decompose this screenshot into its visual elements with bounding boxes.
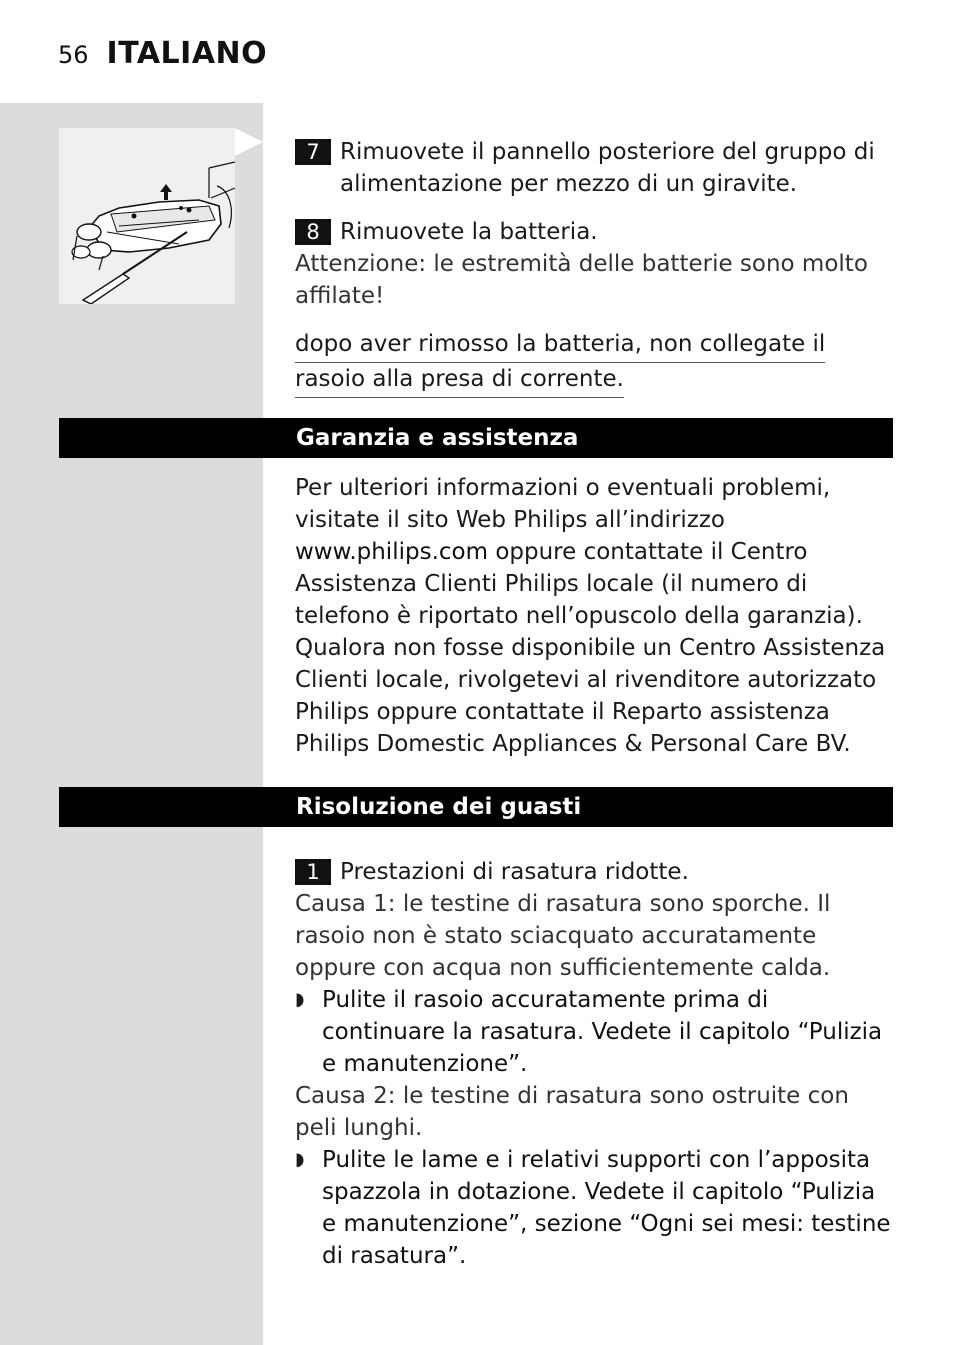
caution-text: Attenzione: le estremità delle batterie sono molto affilate! <box>295 251 868 309</box>
step-number: 8 <box>295 219 331 245</box>
bullet-text: Pulite le lame e i relativi supporti con l’apposita spazzola in dotazione. Vedete il capitolo “Pulizia e manutenzione”, sezione “Ogni sei mesi: testine di rasatura”. <box>322 1147 891 1269</box>
garanzia-body <box>295 472 895 760</box>
bullet-item-2 <box>295 1144 895 1272</box>
page-number: 56 <box>58 41 89 69</box>
bullet-arrow-icon: ◗ <box>295 1149 305 1170</box>
philips-website-link[interactable]: www.philips.com <box>295 539 488 565</box>
risoluzione-body <box>295 856 895 1272</box>
step-text: Prestazioni di rasatura ridotte. <box>340 859 689 885</box>
page-header <box>58 36 267 71</box>
warning-line-1: dopo aver rimosso la batteria, non collegate il <box>295 328 825 363</box>
shaver-battery-removal-illustration <box>59 128 235 304</box>
step-number: 1 <box>295 859 331 885</box>
language-title: ITALIANO <box>106 36 268 71</box>
step-1 <box>295 856 895 888</box>
cause-2-text: Causa 2: le testine di rasatura sono ostruite con peli lunghi. <box>295 1083 849 1141</box>
step-number: 7 <box>295 139 331 165</box>
garanzia-text-2: oppure contattate il Centro Assistenza Clienti Philips locale (il numero di telefono è riportato nell’opuscolo della garanzia). Qualora non fosse disponibile un Centro Assistenza Clienti locale, rivolgetevi al rivenditore autorizzato Philips oppure contattate il Reparto assistenza Philips Domestic Appliances & Personal Care BV. <box>295 539 886 757</box>
section-title: Garanzia e assistenza <box>296 425 579 451</box>
warning-line-2: rasoio alla presa di corrente. <box>295 363 624 398</box>
section-title: Risoluzione dei guasti <box>296 794 582 820</box>
bullet-arrow-icon: ◗ <box>295 989 305 1010</box>
garanzia-text-1: Per ulteriori informazioni o eventuali problemi, visitate il sito Web Philips all’indirizzo <box>295 475 831 533</box>
bullet-text: Pulite il rasoio accuratamente prima di continuare la rasatura. Vedete il capitolo “Pulizia e manutenzione”. <box>322 987 883 1077</box>
step-text: Rimuovete il pannello posteriore del gruppo di alimentazione per mezzo di un giravite. <box>340 139 875 197</box>
section-header-garanzia <box>59 418 893 458</box>
step-7 <box>295 136 895 200</box>
cause-1-text: Causa 1: le testine di rasatura sono sporche. Il rasoio non è stato sciacquato accuratamente oppure con acqua non sufficientemente calda. <box>295 891 831 981</box>
bullet-item-1 <box>295 984 895 1080</box>
step-8 <box>295 216 895 248</box>
section-header-risoluzione <box>59 787 893 827</box>
callout-pointer <box>235 128 263 156</box>
warning-block <box>295 328 895 398</box>
step-text: Rimuovete la batteria. <box>340 219 598 245</box>
steps-top <box>295 136 895 398</box>
